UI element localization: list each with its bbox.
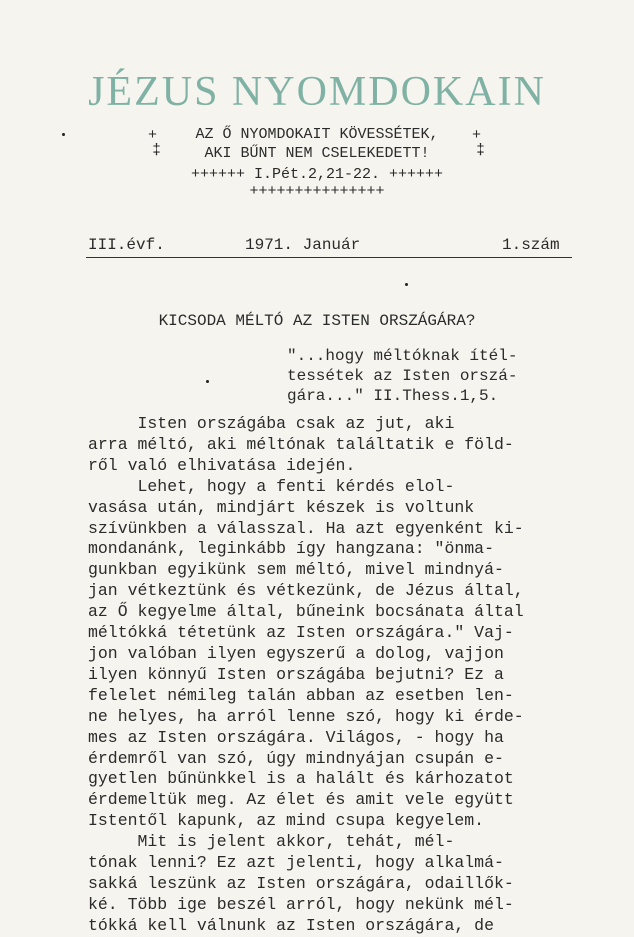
body-line: az Ő kegyelme által, bűneink bocsánata által: [88, 602, 524, 622]
body-line: sakká leszünk az Isten országára, odaillők-: [88, 873, 514, 893]
body-line: ne helyes, ha arról lenne szó, hogy ki érde-: [88, 706, 524, 726]
article-title: KICSODA MÉLTÓ AZ ISTEN ORSZÁGÁRA?: [158, 312, 476, 330]
print-speck: [206, 380, 209, 383]
body-line: érdemeltük meg. Az élet és amit vele együtt: [88, 790, 514, 810]
plus-row: +++++++++++++++: [249, 183, 385, 200]
body-line: jan vétkeztünk és vétkezünk, de Jézus által,: [88, 581, 524, 601]
body-line: méltókká tétetünk az Isten országára." Vaj-: [88, 623, 514, 643]
body-line: gyetlen bűnünkkel is a halált és kárhozatot: [88, 769, 514, 789]
motto-line-1: AZ Ő NYOMDOKAIT KÖVESSÉTEK,: [195, 126, 439, 143]
quote-line: tessétek az Isten orszá-: [287, 367, 518, 385]
body-line: mes az Isten országára. Világos, - hogy ha: [88, 727, 504, 747]
body-line: jon valóban ilyen egyszerű a dolog, vajjon: [88, 643, 504, 663]
plus-mark: ‡: [152, 142, 162, 159]
body-line: ilyen könnyű Isten országába bejutni? Ez a: [88, 664, 504, 684]
quote-line: gára..." II.Thess.1,5.: [287, 387, 499, 405]
plus-mark: ‡: [476, 142, 486, 159]
body-line: felelet némileg talán abban az esetben len-: [88, 685, 514, 705]
header-rule: [86, 257, 572, 258]
body-line: Mit is jelent akkor, tehát, mél-: [88, 832, 455, 852]
masthead-title: JÉZUS NYOMDOKAIN: [88, 69, 546, 115]
body-line: ké. Több ige beszél arról, hogy nekünk mél-: [88, 894, 514, 914]
scripture-reference: ++++++ I.Pét.2,21-22. ++++++: [190, 166, 444, 183]
body-line: Istentől kapunk, az mind csupa kegyelem.: [88, 811, 485, 831]
issue-date: 1971. Január: [245, 236, 361, 254]
body-line: vasása után, mindjárt készek is voltunk: [88, 497, 475, 517]
plus-mark: +: [148, 127, 158, 144]
quote-line: "...hogy méltóknak ítél-: [287, 347, 518, 365]
body-line: tónak lenni? Ez azt jelenti, hogy alkalmá-: [88, 853, 504, 873]
epigraph-quote: [287, 346, 517, 406]
body-line: szívünkben a válasszal. Ha azt egyenként ki-: [88, 518, 524, 538]
body-line: Lehet, hogy a fenti kérdés elol-: [88, 476, 455, 496]
motto-line-2: AKI BŰNT NEM CSELEKEDETT!: [204, 145, 430, 162]
article-body: [88, 414, 588, 937]
body-line: tókká kell válnunk az Isten országára, de: [88, 915, 494, 935]
print-speck: [405, 283, 408, 286]
body-line: érdemről van szó, úgy mindnyájan csupán e-: [88, 748, 504, 768]
body-line: gunkban egyikünk sem méltó, mivel mindnyá-: [88, 560, 504, 580]
plus-mark: +: [472, 127, 482, 144]
issue-volume: III.évf.: [88, 236, 165, 254]
body-line: Isten országába csak az jut, aki: [88, 414, 455, 433]
body-line: arra méltó, aki méltónak találtatik e föld-: [88, 434, 514, 454]
print-speck: [62, 133, 65, 136]
body-line: ről való elhivatása idején.: [88, 455, 356, 475]
body-line: mondanánk, leginkább így hangzana: "önma-: [88, 539, 494, 559]
issue-number: 1.szám: [502, 236, 560, 254]
